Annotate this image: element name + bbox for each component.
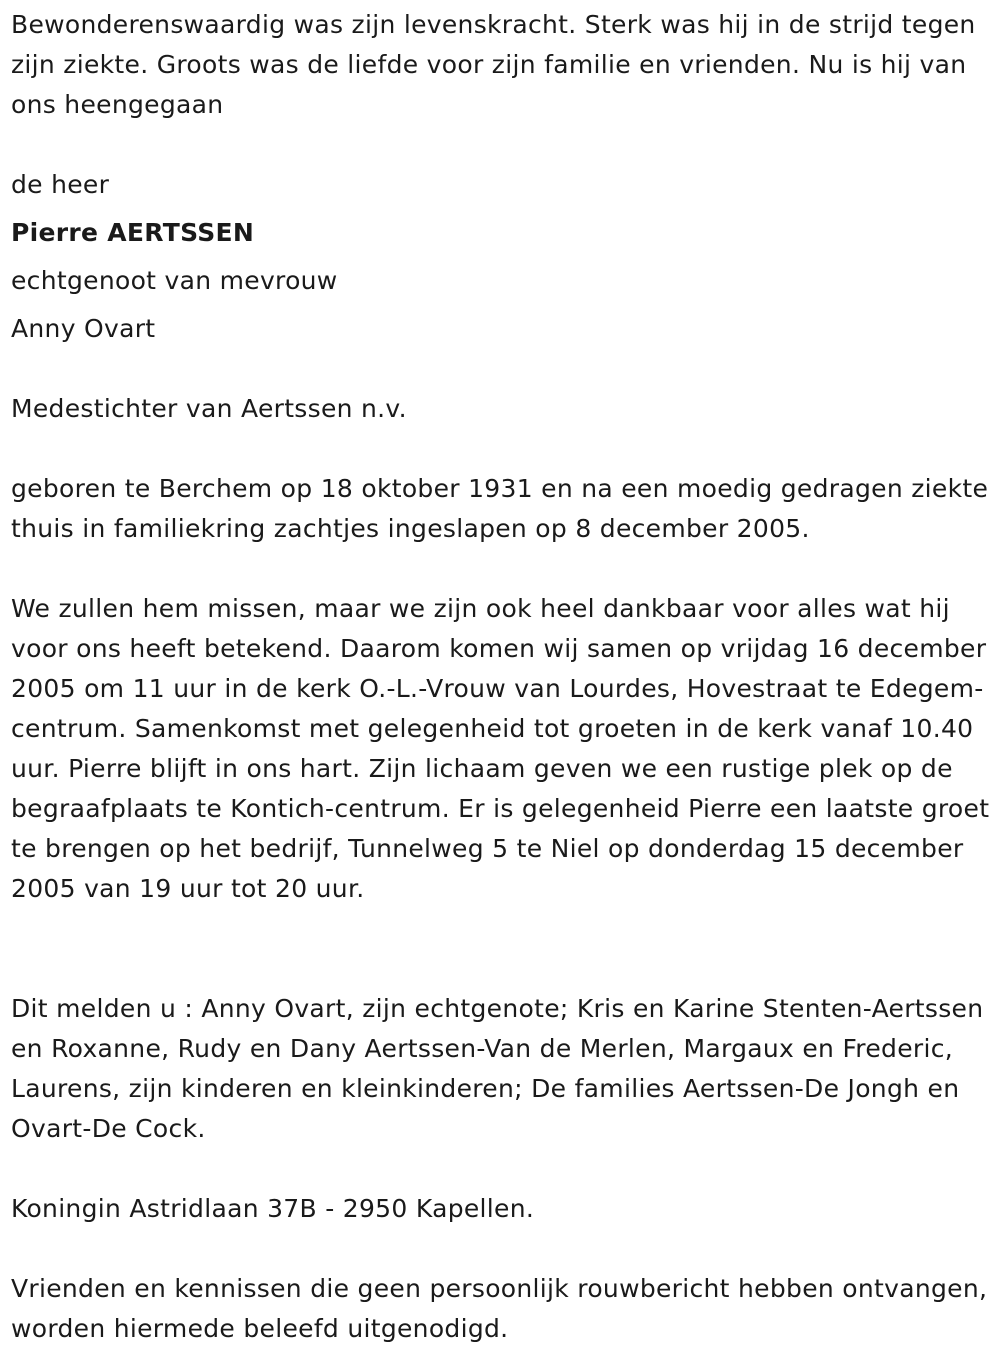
spouse-name: Anny Ovart bbox=[11, 314, 156, 343]
deceased-name: Pierre AERTSSEN bbox=[11, 218, 255, 247]
birth-death-paragraph: geboren te Berchem op 18 oktober 1931 en na een moedig gedragen ziekte thuis in familiekring zachtjes ingeslapen op 8 december 2005. bbox=[11, 474, 989, 543]
role-line: Medestichter van Aertssen n.v. bbox=[11, 394, 407, 423]
honorific: de heer bbox=[11, 170, 110, 199]
announced-by-paragraph: Dit melden u : Anny Ovart, zijn echtgenote; Kris en Karine Stenten-Aertssen en Roxanne, Rudy en Dany Aertssen-Van de Merlen, Margaux en Frederic, Laurens, zijn kinderen en kleinkinderen; De families Aertssen-De Jongh en Ovart-De Cock. bbox=[11, 994, 984, 1143]
spouse-label: echtgenoot van mevrouw bbox=[11, 266, 338, 295]
ceremony-paragraph: We zullen hem missen, maar we zijn ook heel dankbaar voor alles wat hij voor ons heeft betekend. Daarom komen wij samen op vrijdag 16 december 2005 om 11 uur in de kerk O.-L.-Vrouw van Lourdes, Hovestraat te Edegem-centrum. Samenkomst met gelegenheid tot groeten in de kerk vanaf 10.40 uur. Pierre blijft in ons hart. Zijn lichaam geven we een rustige plek op de begraafplaats te Kontich-centrum. Er is gelegenheid Pierre een laatste groet te brengen op het bedrijf, Tunnelweg 5 te Niel op donderdag 15 december 2005 van 19 uur tot 20 uur. bbox=[11, 594, 990, 903]
closing-paragraph: Vrienden en kennissen die geen persoonlijk rouwbericht hebben ontvangen, worden hiermede beleefd uitgenodigd. bbox=[11, 1274, 988, 1343]
intro-paragraph: Bewonderenswaardig was zijn levenskracht. Sterk was hij in de strijd tegen zijn ziekte. Groots was de liefde voor zijn familie en vrienden. Nu is hij van ons heengegaan bbox=[11, 10, 976, 119]
address-line: Koningin Astridlaan 37B - 2950 Kapellen. bbox=[11, 1194, 535, 1223]
